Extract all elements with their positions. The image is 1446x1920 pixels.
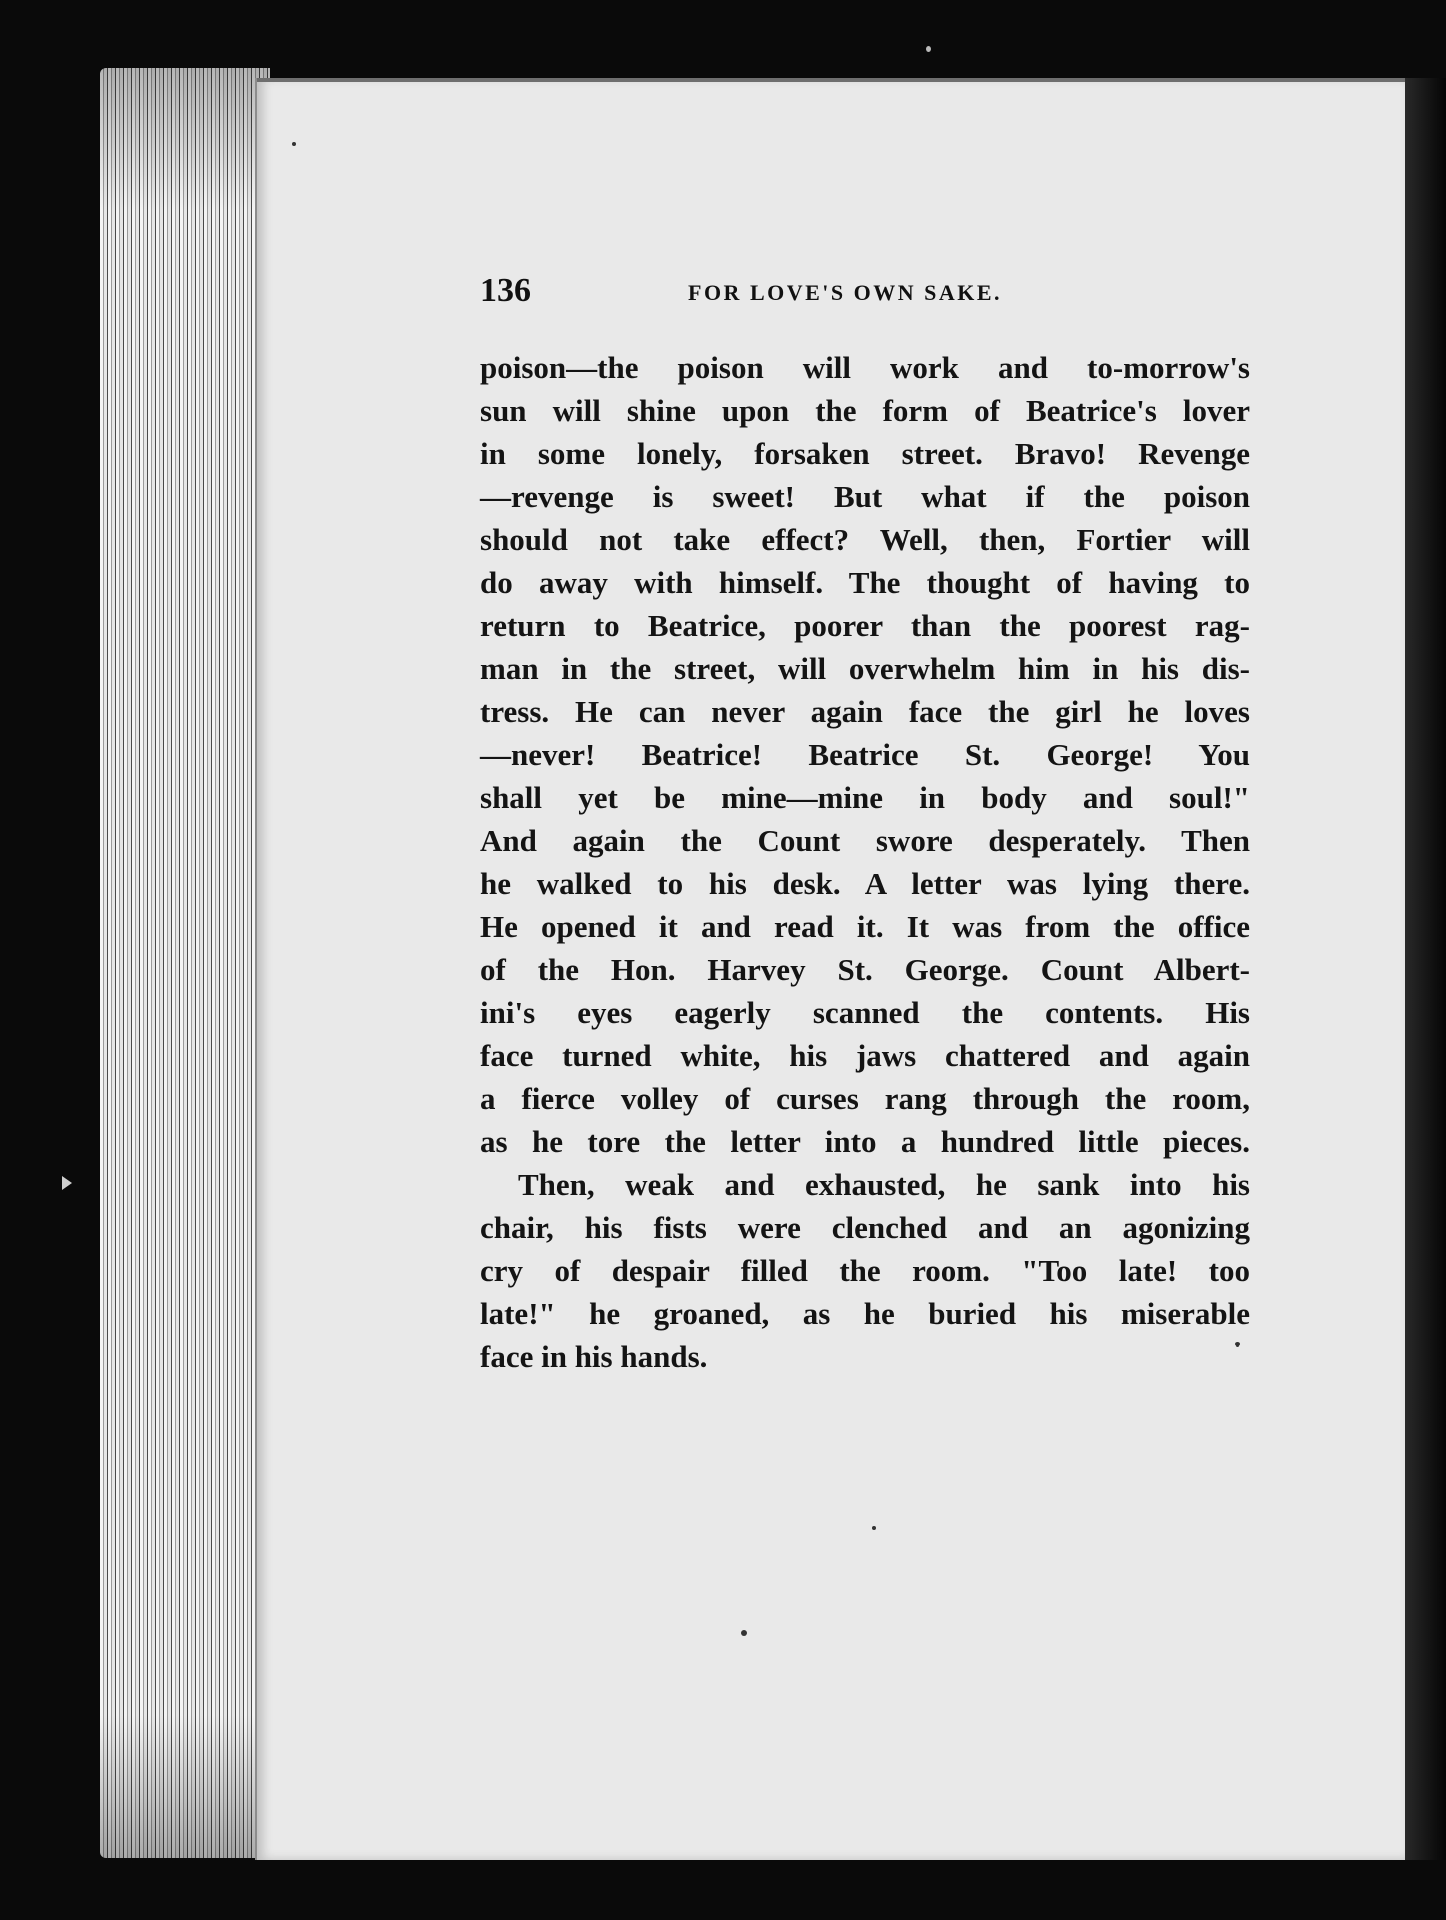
page-number: 136	[480, 272, 531, 309]
book-binding-edge	[1403, 78, 1446, 1860]
paragraph-2	[480, 1163, 1250, 1378]
dust-speck	[292, 142, 296, 146]
text-line: as he tore the letter into a hundred little pieces.	[480, 1124, 1250, 1159]
text-line: should not take effect? Well, then, Fortier will	[480, 522, 1250, 557]
text-line: late!" he groaned, as he buried his miserable	[480, 1296, 1250, 1331]
text-line: poison—the poison will work and to-morrow's	[480, 350, 1250, 385]
text-line: ini's eyes eagerly scanned the contents. His	[480, 995, 1250, 1030]
dust-speck	[1236, 1344, 1239, 1347]
text-line: he walked to his desk. A letter was lying there.	[480, 866, 1250, 901]
text-line: shall yet be mine—mine in body and soul!"	[480, 780, 1250, 815]
text-line: a fierce volley of curses rang through the room,	[480, 1081, 1250, 1116]
text-line: face in his hands.	[480, 1339, 708, 1374]
text-line: in some lonely, forsaken street. Bravo! Revenge	[480, 436, 1250, 471]
text-line: —never! Beatrice! Beatrice St. George! You	[480, 737, 1250, 772]
text-line: Then, weak and exhausted, he sank into his	[518, 1167, 1250, 1202]
text-line: tress. He can never again face the girl he loves	[480, 694, 1250, 729]
text-line: of the Hon. Harvey St. George. Count Albert-	[480, 952, 1250, 987]
dust-speck	[741, 1630, 747, 1636]
running-head	[480, 272, 1240, 316]
body-text	[480, 346, 1250, 1378]
text-line: —revenge is sweet! But what if the poison	[480, 479, 1250, 514]
text-line: return to Beatrice, poorer than the poorest rag-	[480, 608, 1250, 643]
text-line: face turned white, his jaws chattered and again	[480, 1038, 1250, 1073]
text-line: chair, his fists were clenched and an agonizing	[480, 1210, 1250, 1245]
text-line: And again the Count swore desperately. Then	[480, 823, 1250, 858]
text-line: He opened it and read it. It was from the office	[480, 909, 1250, 944]
text-line: man in the street, will overwhelm him in his dis-	[480, 651, 1250, 686]
dust-speck	[926, 46, 931, 52]
text-line: sun will shine upon the form of Beatrice's lover	[480, 393, 1250, 428]
running-title: FOR LOVE'S OWN SAKE.	[688, 280, 1003, 305]
text-line: cry of despair filled the room. "Too late! too	[480, 1253, 1250, 1288]
paragraph-1	[480, 346, 1250, 1163]
dust-speck	[872, 1526, 876, 1530]
text-line: do away with himself. The thought of having to	[480, 565, 1250, 600]
page-top-edge	[257, 78, 1405, 82]
margin-triangle-mark	[62, 1176, 72, 1190]
book-page-edges	[100, 68, 270, 1858]
